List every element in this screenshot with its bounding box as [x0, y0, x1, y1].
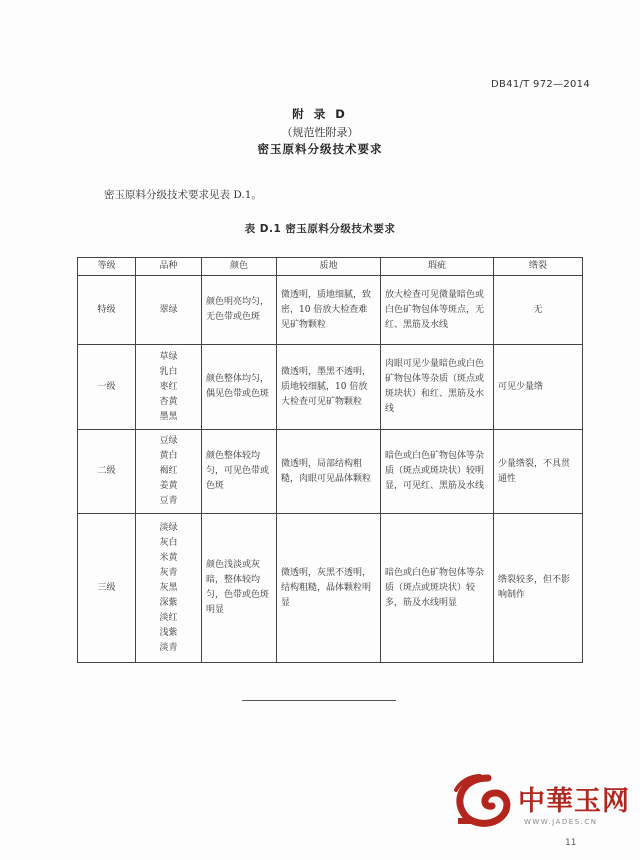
- flaw-cell: 放大检查可见微量暗色或白色矿物包体等斑点，无红、黑筋及水线: [381, 276, 494, 345]
- variety-name: 褐红: [159, 466, 178, 476]
- intro-paragraph: 密玉原料分级技术要求见表 D.1。: [104, 189, 262, 201]
- header-grade: 等级: [78, 258, 136, 276]
- variety-cell: [136, 345, 202, 430]
- variety-name: 灰青: [159, 567, 178, 578]
- page-number: 11: [565, 838, 577, 848]
- appendix-title: 附 录 D: [292, 107, 348, 121]
- variety-name: 淡绿: [159, 522, 178, 533]
- table-header-row: [78, 258, 583, 276]
- color-cell: 颜色整体均匀，偶见色带或色斑: [202, 345, 277, 430]
- grade-cell: 二级: [78, 430, 136, 514]
- table-row: [78, 276, 583, 345]
- header-flaw: 瑕疵: [381, 258, 494, 276]
- flaw-cell: 肉眼可见少量暗色或白色矿物包体等杂质（斑点或斑块状）和红、黑筋及水线: [381, 345, 494, 430]
- color-cell: 颜色明亮均匀，无色带或色斑: [202, 276, 277, 345]
- variety-name: 黄白: [159, 451, 178, 461]
- variety-name: 草绿: [159, 351, 178, 362]
- crack-cell: 无: [494, 276, 583, 345]
- flaw-cell: 暗色或白色矿物包体等杂质（斑点或斑块状）较多，筋及水线明显: [381, 514, 494, 663]
- header-color: 颜色: [202, 258, 277, 276]
- table-row: [78, 345, 583, 430]
- table-caption: 表 D.1 密玉原料分级技术要求: [244, 223, 396, 235]
- texture-cell: 微透明，质地细腻，致密，10 倍放大检查难见矿物颗粒: [277, 276, 381, 345]
- variety-name: 深紫: [159, 597, 178, 608]
- grading-table: [77, 257, 583, 663]
- flaw-cell: 暗色或白色矿物包体等杂质（斑点或斑块状）较明显，可见红、黑筋及水线: [381, 430, 494, 514]
- variety-name: 灰黑: [159, 582, 178, 593]
- crack-cell: 少量绺裂，不具贯通性: [494, 430, 583, 514]
- variety-name: 乳白: [159, 366, 178, 377]
- variety-name: 墨黑: [159, 411, 178, 422]
- variety-name: 翠绿: [159, 304, 178, 315]
- variety-cell: [136, 276, 202, 345]
- variety-cell: [136, 430, 202, 514]
- watermark-url: WWW.JADES.CN: [524, 818, 598, 826]
- variety-name: 淡红: [159, 612, 178, 623]
- variety-name: 淡青: [159, 642, 178, 653]
- header-variety: 品种: [136, 258, 202, 276]
- table-row: [78, 430, 583, 514]
- appendix-type: （规范性附录）: [281, 126, 359, 139]
- footer-rule: [242, 700, 396, 701]
- standard-code: DB41/T 972—2014: [491, 79, 590, 90]
- header-texture: 质地: [277, 258, 381, 276]
- color-cell: 颜色浅淡或灰暗，整体较均匀，色带或色斑明显: [202, 514, 277, 663]
- variety-name: 浅紫: [159, 627, 178, 638]
- texture-cell: 微透明，灰黑不透明，结构粗糙，晶体颗粒明显: [277, 514, 381, 663]
- appendix-subject: 密玉原料分级技术要求: [257, 142, 383, 156]
- variety-name: 姜黄: [159, 481, 178, 491]
- grade-cell: 三级: [78, 514, 136, 663]
- variety-cell: [136, 514, 202, 663]
- header-crack: 绺裂: [494, 258, 583, 276]
- variety-name: 枣红: [159, 381, 178, 392]
- variety-name: 杏黄: [159, 396, 178, 407]
- grade-cell: 一级: [78, 345, 136, 430]
- texture-cell: 微透明，墨黑不透明，质地较细腻，10 倍放大检查可见矿物颗粒: [277, 345, 381, 430]
- variety-name: 米黄: [159, 552, 178, 563]
- color-cell: 颜色整体较均匀，可见色带或色斑: [202, 430, 277, 514]
- variety-name: 灰白: [159, 537, 178, 548]
- table-row: [78, 514, 583, 663]
- watermark-logo-text: 中華玉网: [518, 786, 630, 817]
- variety-name: 豆绿: [159, 436, 178, 446]
- crack-cell: 绺裂较多，但不影响制作: [494, 514, 583, 663]
- texture-cell: 微透明，局部结构粗糙，肉眼可见晶体颗粒: [277, 430, 381, 514]
- crack-cell: 可见少量绺: [494, 345, 583, 430]
- variety-name: 豆青: [159, 496, 178, 506]
- grade-cell: 特级: [78, 276, 136, 345]
